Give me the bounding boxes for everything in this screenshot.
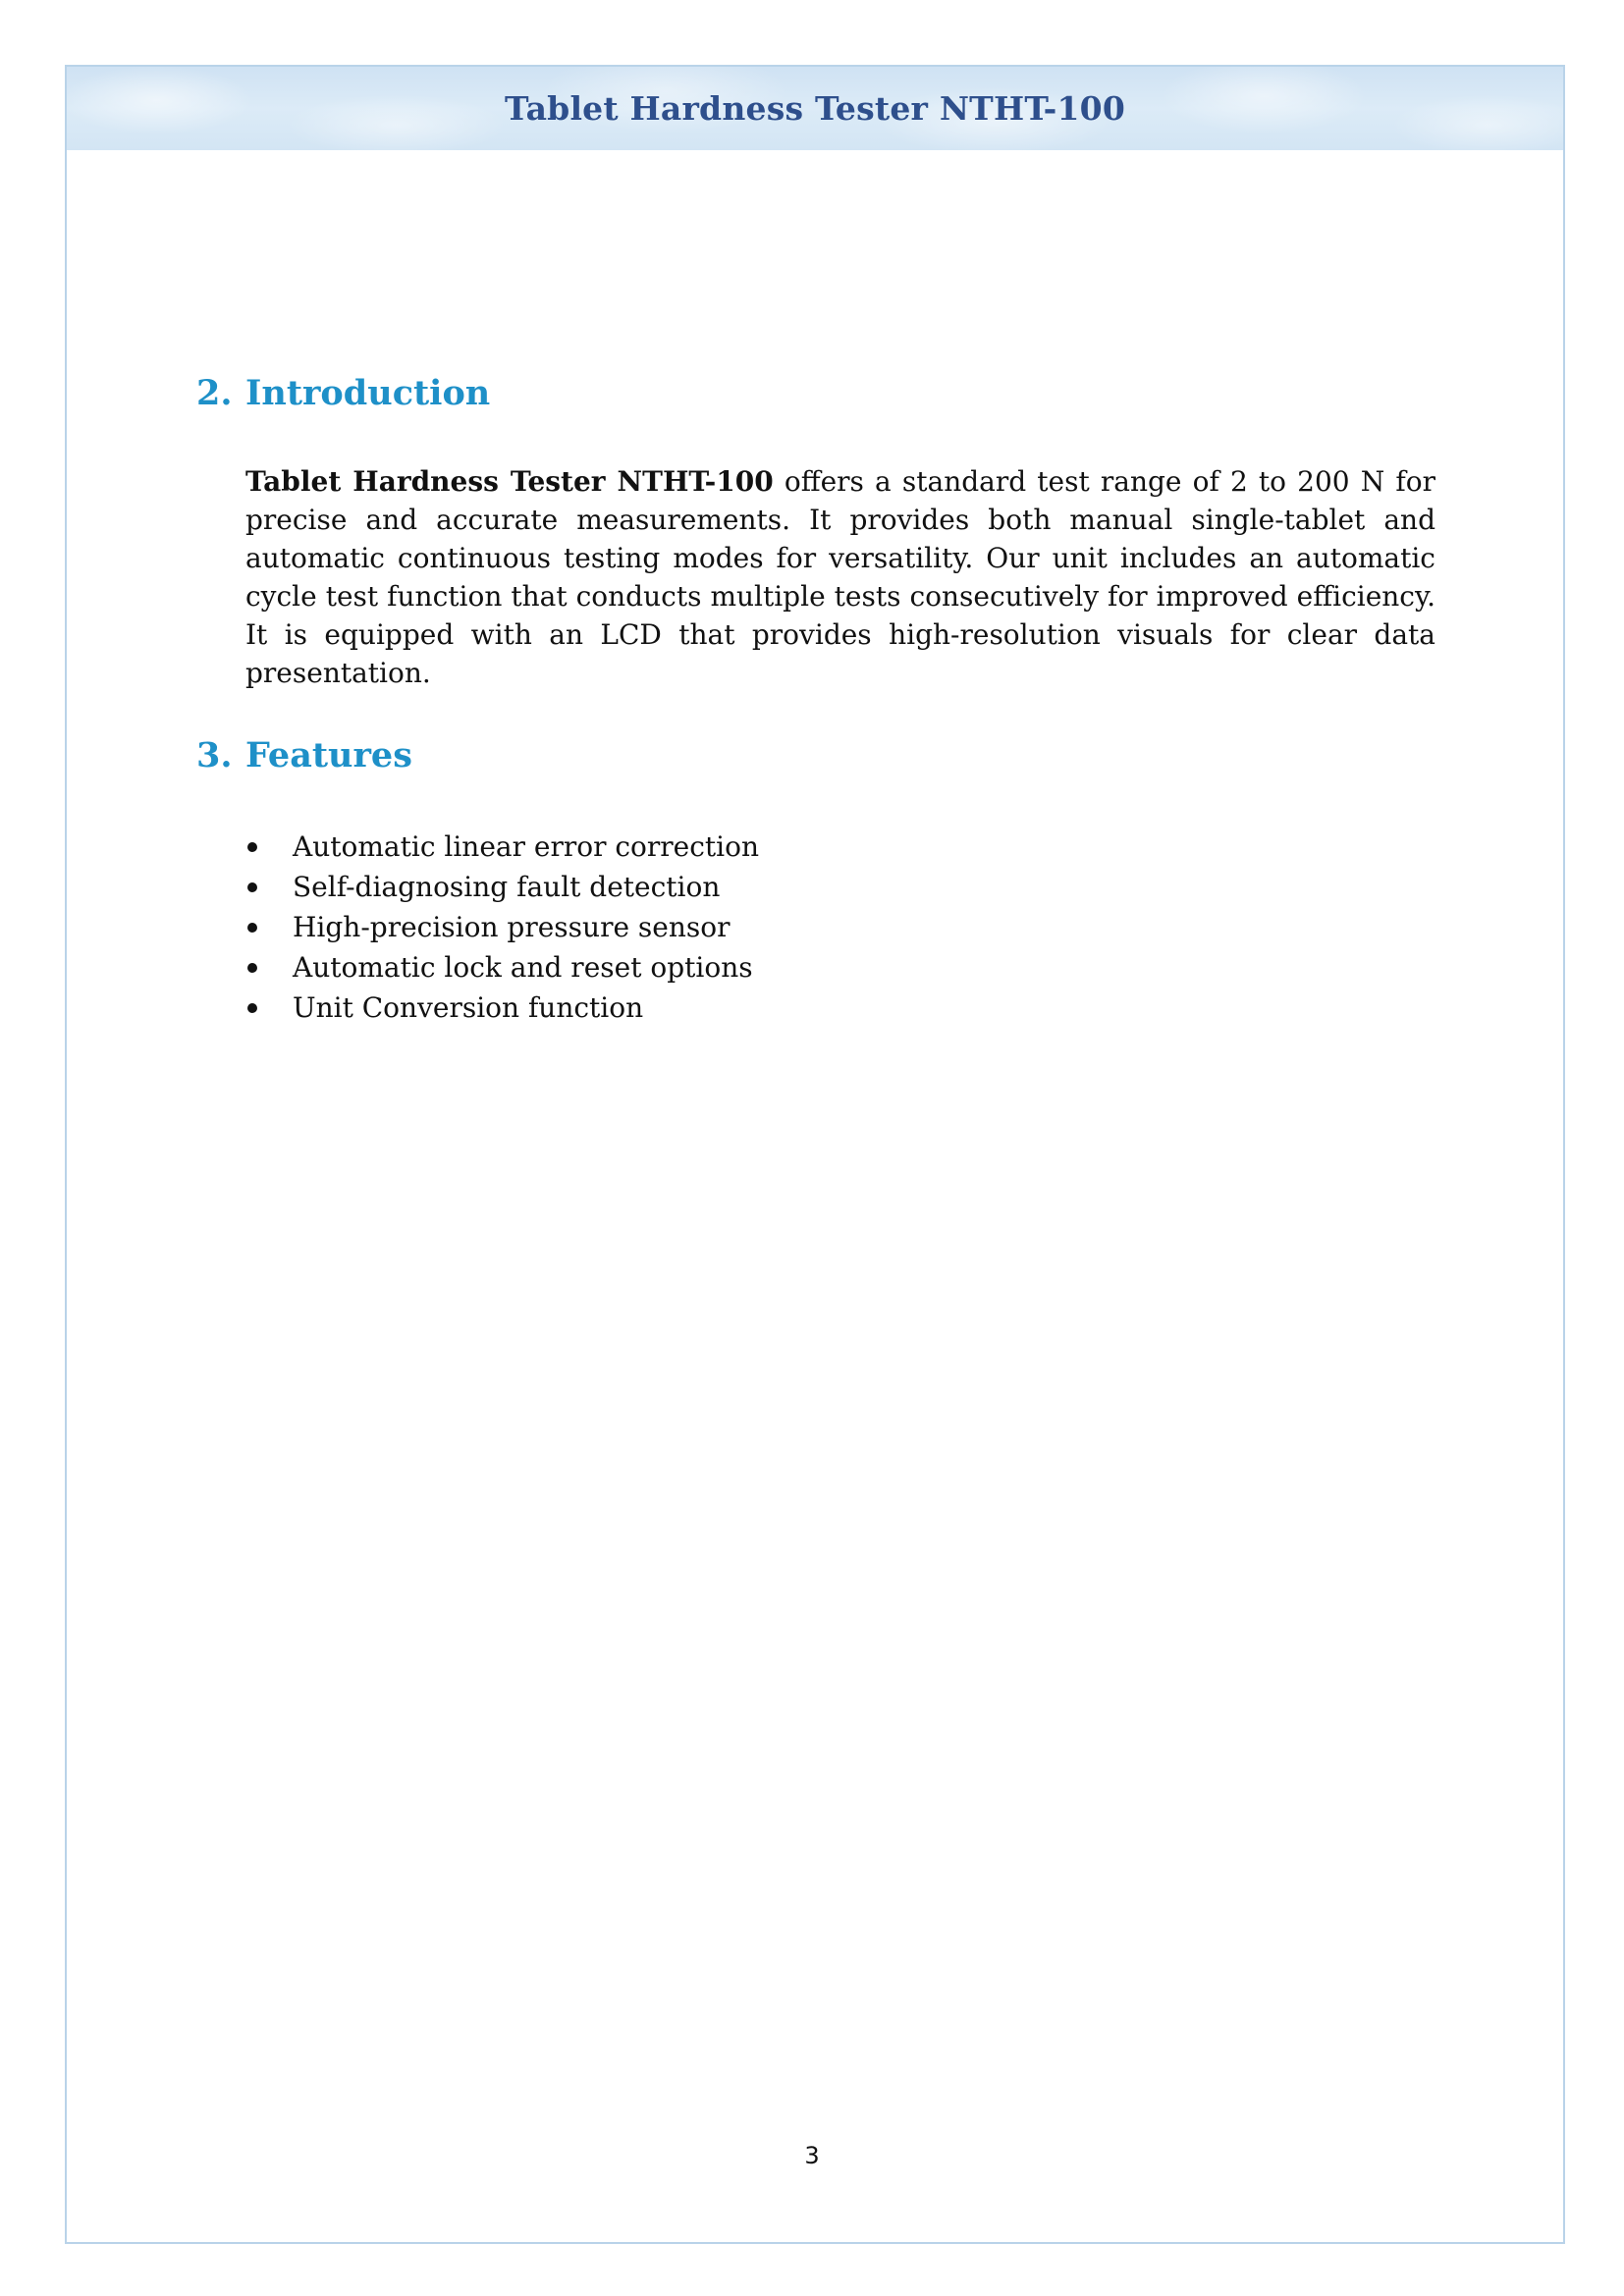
bullet-icon (245, 827, 293, 867)
list-item (245, 947, 1435, 988)
list-item (245, 907, 1435, 947)
document-title: Tablet Hardness Tester NTHT-100 (504, 89, 1125, 128)
introduction-paragraph (245, 462, 1435, 692)
section-heading-features (196, 735, 1435, 775)
section-number: 2. (196, 373, 233, 413)
feature-text: Automatic linear error correction (293, 830, 760, 863)
section-heading-introduction (196, 373, 1435, 413)
bullet-icon (245, 867, 293, 907)
page-content (196, 373, 1435, 1028)
feature-text: Self-diagnosing fault detection (293, 871, 721, 903)
introduction-text: offers a standard test range of 2 to 200 N for precise and accurate measurements. It provides both manual single-tablet and automatic continuous testing modes for versatility. Our unit includes an automatic cycle test function that conducts multiple tests consecutively for improved efficiency. It is equipped with an LCD that provides high-resolution visuals for clear data presentation. (245, 465, 1435, 689)
section-title: Features (245, 735, 412, 775)
feature-text: Automatic lock and reset options (293, 951, 753, 984)
page-number: 3 (804, 2142, 820, 2169)
header-band (67, 67, 1563, 150)
list-item (245, 867, 1435, 907)
bullet-icon (245, 947, 293, 988)
section-number: 3. (196, 735, 233, 775)
feature-text: High-precision pressure sensor (293, 911, 731, 943)
feature-text: Unit Conversion function (293, 991, 644, 1024)
section-title: Introduction (245, 373, 491, 413)
bullet-icon (245, 907, 293, 947)
product-name: Tablet Hardness Tester NTHT-100 (245, 465, 774, 498)
list-item (245, 988, 1435, 1028)
feature-list (245, 827, 1435, 1028)
list-item (245, 827, 1435, 867)
bullet-icon (245, 988, 293, 1028)
